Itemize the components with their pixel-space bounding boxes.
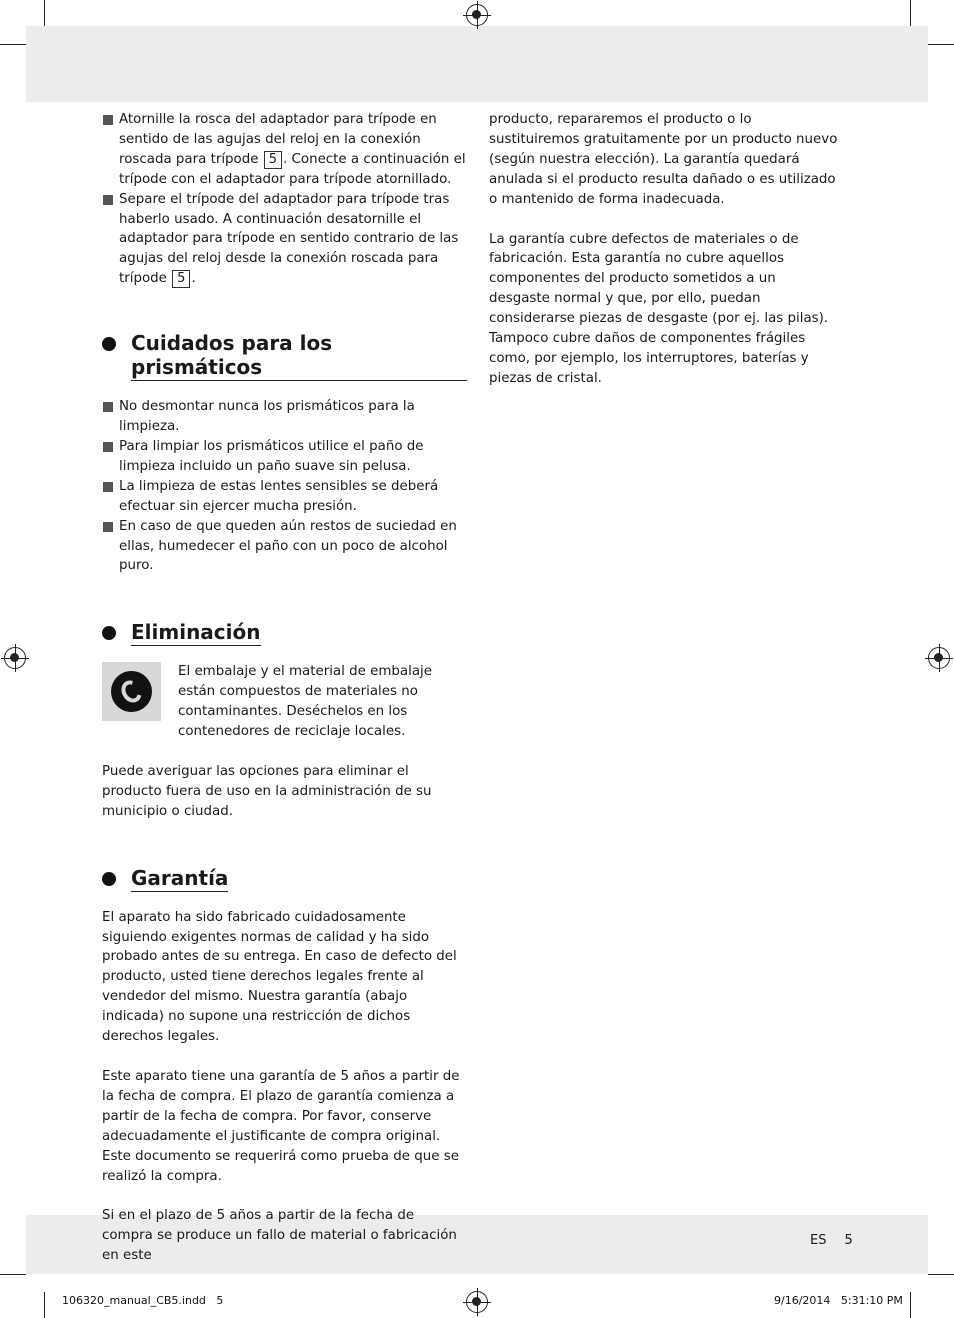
disposal-text: Puede averiguar las opciones para eliminar el producto fuera de uso en la administración de su municipio o ciudad. [102, 763, 432, 819]
heading-disposal [102, 620, 467, 646]
list-item: Para limpiar los prismáticos utilice el paño de limpieza incluido un paño suave sin pelusa. [102, 437, 467, 477]
registration-mark-icon [466, 1291, 488, 1313]
section-title: Eliminación [131, 620, 261, 645]
list-item: En caso de que queden aún restos de suciedad en ellas, humedecer el paño con un poco de alcohol puro. [102, 517, 467, 577]
registration-mark-icon [4, 647, 26, 669]
warranty-paragraph: El aparato ha sido fabricado cuidadosamente siguiendo exigentes normas de calidad y ha sido probado antes de su entrega. En caso de defecto del producto, usted tiene derechos legales frente al vendedor del mismo. Nuestra garantía (abajo indicada) no supone una restricción de dichos derechos legales. [102, 909, 457, 1045]
crop-mark [0, 44, 26, 45]
registration-mark-icon [466, 4, 488, 26]
crop-mark [0, 1274, 26, 1275]
page-number: ES 5 [810, 1233, 853, 1248]
disposal-icon-text: El embalaje y el material de embalaje están compuestos de materiales no contaminantes. Deséchelos en los contenedores de reciclaje locales. [178, 664, 432, 740]
right-column [489, 110, 839, 389]
list-item: Atornille la rosca del adaptador para trípode en sentido de las agujas del reloj en la conexión roscada para trípode 5 . Conecte a continuación el trípode con el adaptador para trípode atornillado. [102, 110, 467, 190]
heading-warranty [102, 866, 467, 892]
slug-datetime: 9/16/2014 5:31:10 PM [774, 1294, 903, 1307]
crop-mark [928, 1274, 954, 1275]
left-column [102, 110, 467, 1266]
registration-mark-icon [928, 647, 950, 669]
section-title: Garantía [131, 865, 229, 890]
crop-mark [928, 44, 954, 45]
list-item: Separe el trípode del adaptador para trípode tras haberlo usado. A continuación desatornille el adaptador para trípode en sentido contrario de las agujas del reloj desde la conexión roscada para trípode 5 . [102, 190, 467, 290]
section-title: Cuidados para los prismáticos [131, 331, 467, 381]
list-item: La limpieza de estas lentes sensibles se deberá efectuar sin ejercer mucha presión. [102, 477, 467, 517]
figure-ref: 5 [264, 151, 282, 169]
crop-mark [44, 1292, 45, 1318]
install-list [102, 110, 467, 289]
figure-ref: 5 [172, 270, 190, 288]
warranty-paragraph: Este aparato tiene una garantía de 5 años a partir de la fecha de compra. El plazo de garantía comienza a partir de la fecha de compra. Por favor, conserve adecuadamente el justificante de compra original. Este documento se requerirá como prueba de que se realizó la compra. [102, 1069, 460, 1184]
crop-mark [910, 0, 911, 26]
care-list [102, 397, 467, 576]
crop-mark [44, 0, 45, 26]
warranty-paragraph: La garantía cubre defectos de materiales o de fabricación. Esta garantía no cubre aquellos componentes del producto sometidos a un desgaste normal y que, por ello, puedan considerarse piezas de desgaste (por ej. las pilas). Tampoco cubre daños de componentes frágiles como, por ejemplo, los interruptores, baterías y piezas de cristal. [489, 231, 829, 386]
warranty-paragraph: producto, repararemos el producto o lo sustituiremos gratuitamente por un producto nuevo (según nuestra elección). La garantía quedará anulada si el producto resulta dañado o es utilizado o mantenido de forma inadecuada. [489, 112, 838, 207]
crop-mark [910, 1292, 911, 1318]
warranty-paragraph: Si en el plazo de 5 años a partir de la fecha de compra se produce un fallo de material o fabricación en este [102, 1208, 457, 1264]
disposal-block [102, 662, 467, 742]
list-item: No desmontar nunca los prismáticos para la limpieza. [102, 397, 467, 437]
slug-filename: 106320_manual_CB5.indd 5 [62, 1294, 224, 1307]
heading-care [102, 331, 467, 381]
green-dot-recycling-icon [102, 662, 161, 721]
header-band [26, 26, 928, 102]
